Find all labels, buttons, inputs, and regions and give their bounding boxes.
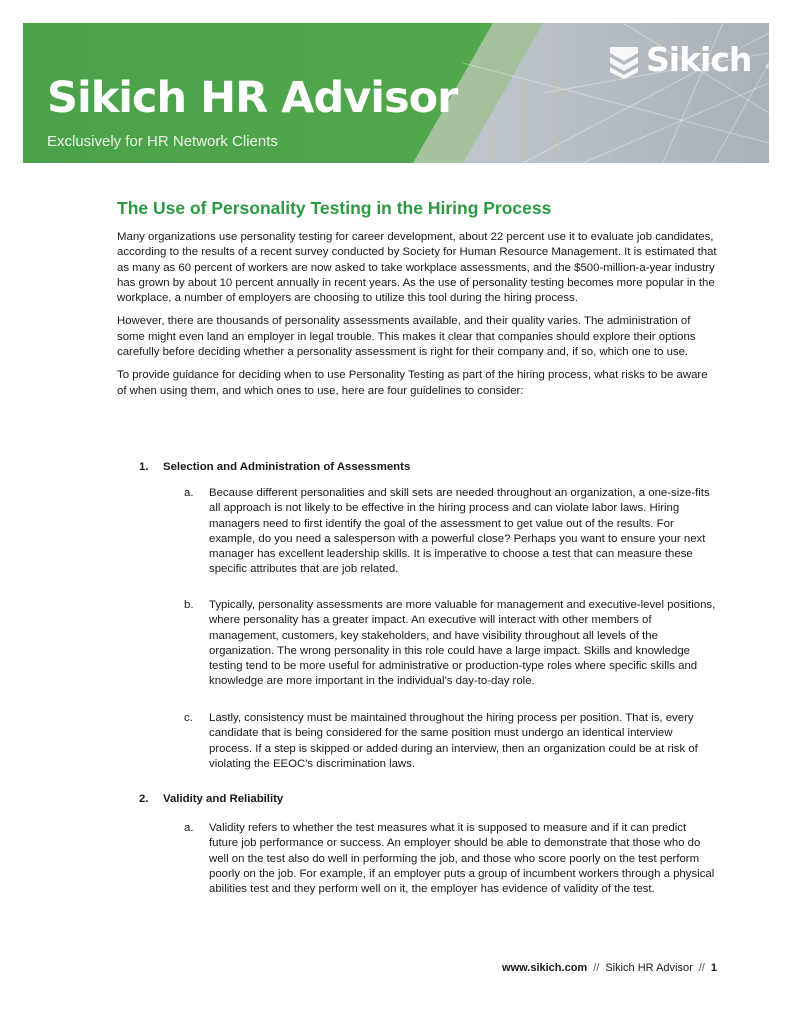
footer-separator: // bbox=[698, 962, 705, 974]
section-title: Validity and Reliability bbox=[163, 793, 284, 805]
section-number: 1. bbox=[139, 461, 149, 473]
section-heading-1 bbox=[139, 460, 410, 475]
item-text: Because different personalities and skill sets are needed throughout an organization, a one-size-fits all approach is not likely to be effective in the hiring process and can violate labor laws. Hiring managers need to first identify the goal of the assessment to get value out of the results. For example, do you need a salesperson with a powerful close? Perhaps you want to ensure your next manager has excellent leadership skills. It is imperative to choose a test that can measure these specific attributes that are job related. bbox=[209, 487, 710, 576]
logo-trademark: ® bbox=[766, 64, 772, 71]
item-letter: a. bbox=[184, 822, 194, 834]
list-item-1b bbox=[184, 598, 717, 690]
footer-publication: Sikich HR Advisor bbox=[605, 962, 693, 974]
footer-separator: // bbox=[593, 962, 600, 974]
section-title: Selection and Administration of Assessments bbox=[163, 461, 411, 473]
page-footer bbox=[502, 962, 717, 974]
header-banner bbox=[23, 23, 772, 163]
intro-paragraph-3: To provide guidance for deciding when to use Personality Testing as part of the hiring process, what risks to be aware of when using them, and which ones to use, here are four guidelines to consider: bbox=[117, 369, 708, 397]
sikich-logo-icon bbox=[608, 45, 640, 79]
item-text: Validity refers to whether the test measures what it is supposed to measure and if it can predict future job performance or success. An employer should be able to demonstrate that those who do well on the test also do well in performing the job, and those who score poorly on the test perform poorly on the job. For example, if an employer puts a group of incumbent workers through a physical abilities test and they perform well on it, the employer has evidence of validity of the test. bbox=[209, 822, 715, 896]
list-item-2a bbox=[184, 821, 717, 897]
intro-paragraph-1: Many organizations use personality testing for career development, about 22 percent use it to evaluate job candidates, according to the results of a recent survey conducted by Society for Human Resource Management. It is estimated that as many as 60 percent of workers are now asked to take workplace assessments, and the $500-million-a-year industry has grown by about 10 percent annually in recent years. As the use of personality testing becomes more popular in the workplace, a number of employers are choosing to utilize this tool during the hiring process. bbox=[117, 231, 717, 305]
item-text: Typically, personality assessments are more valuable for management and executive-level positions, where personality has a greater impact. An executive will interact with other members of management, customers, key stakeholders, and have visibility throughout all levels of the organization. The wrong personality in this role could have a large impact. Skills and knowledge testing tend to be more useful for administrative or production-type roles where specific skills and knowledge are more important in the individual's day-to-day role. bbox=[209, 599, 716, 688]
page-number: 1 bbox=[710, 962, 717, 974]
item-letter: a. bbox=[184, 487, 194, 499]
banner-title: Sikich HR Advisor bbox=[47, 73, 458, 123]
item-text: Lastly, consistency must be maintained throughout the hiring process per position. That is, every candidate that is being considered for the same position must undergo an identical interview process. If a step is skipped or added during an interview, then an organization could be at risk of violating the EEOC's discrimination laws. bbox=[209, 712, 698, 770]
logo-text: Sikich bbox=[646, 40, 752, 79]
list-item-1c bbox=[184, 711, 717, 772]
footer-website: www.sikich.com bbox=[502, 962, 588, 974]
section-number: 2. bbox=[139, 793, 149, 805]
section-heading-2 bbox=[139, 792, 283, 807]
article-intro bbox=[117, 196, 717, 407]
article-title: The Use of Personality Testing in the Hiring Process bbox=[117, 198, 552, 218]
list-item-1a bbox=[184, 486, 717, 578]
banner-subtitle: Exclusively for HR Network Clients bbox=[47, 133, 278, 150]
intro-paragraph-2: However, there are thousands of personality assessments available, and their quality varies. The administration of some might even land an employer in legal trouble. This makes it clear that companies should explore their options carefully before deciding whether a personality assessment is right for their company and, if so, which one to use. bbox=[117, 315, 696, 359]
item-letter: b. bbox=[184, 599, 194, 611]
item-letter: c. bbox=[184, 712, 193, 724]
